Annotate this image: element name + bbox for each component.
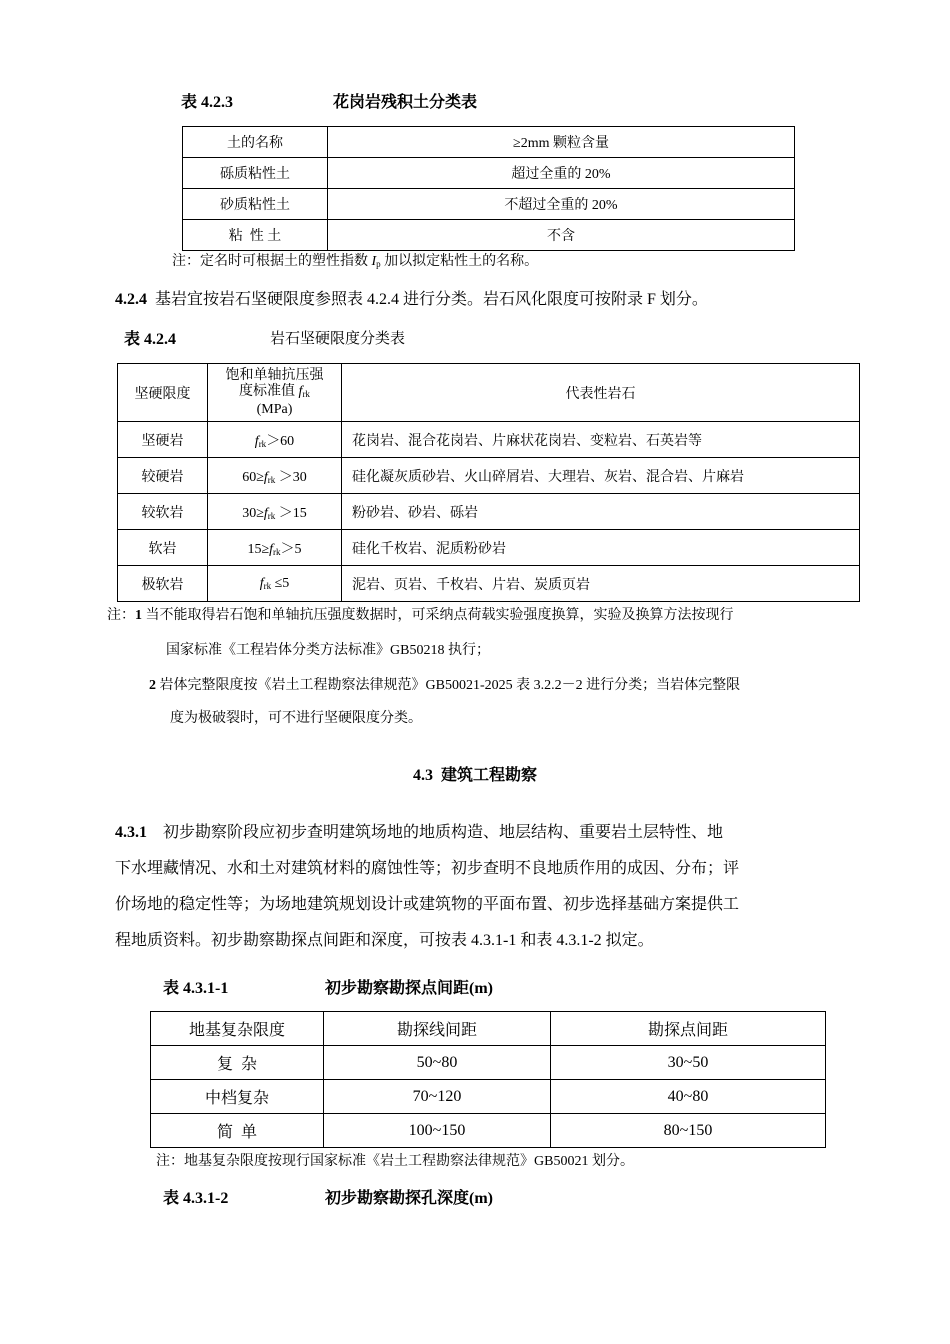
header-cell: 地基复杂限度 (151, 1012, 324, 1046)
header-cell: 代表性岩石 (342, 364, 860, 422)
table-cell: 复 杂 (151, 1046, 324, 1080)
paragraph-line: 下水埋藏情况、水和土对建筑材料的腐蚀性等；初步查明不良地质作用的成因、分布；评 (115, 860, 740, 877)
table-cell: 粉砂岩、砂岩、砾岩 (342, 494, 860, 530)
table-4-3-1-2-number: 表 4.3.1-2 (163, 1190, 229, 1207)
note-text: 当不能取得岩石饱和单轴抗压强度数据时，可采纳点荷载实验强度换算，实验及换算方法按现行 (142, 608, 734, 623)
table-4-2-3-number: 表 4.2.3 (181, 94, 234, 111)
table-cell: 硅化凝灰质砂岩、火山碎屑岩、大理岩、灰岩、混合岩、片麻岩 (342, 458, 860, 494)
table-cell: 泥岩、页岩、千枚岩、片岩、炭质页岩 (342, 566, 860, 602)
table-cell (208, 566, 342, 602)
table-row (151, 1080, 826, 1114)
table-cell (208, 422, 342, 458)
table-cell: 坚硬岩 (118, 422, 208, 458)
table-cell: 40~80 (551, 1080, 826, 1114)
symbol: f (263, 469, 268, 485)
subscript: rk (273, 546, 281, 557)
note-suffix: 加以拟定粘性土的名称。 (380, 254, 539, 269)
header-cell: ≥2mm 颗粒含量 (328, 127, 795, 158)
header-cell: 坚硬限度 (118, 364, 208, 422)
value-prefix: 30≥ (242, 505, 264, 521)
table-cell: 硅化千枚岩、泥质粉砂岩 (342, 530, 860, 566)
note-text: 岩体完整限度按《岩土工程勘察法律规范》GB50021-2025 表 3.2.2－2 进行分类；当岩体完整限 (156, 678, 741, 693)
value-suffix: ＞30 (275, 469, 307, 485)
table-cell: 较软岩 (118, 494, 208, 530)
table-header-row (151, 1012, 826, 1046)
table-cell: 极软岩 (118, 566, 208, 602)
table-cell (208, 530, 342, 566)
table-cell: 100~150 (324, 1114, 551, 1148)
table-cell: 不超过全重的 20% (328, 189, 795, 220)
subscript: rk (267, 510, 276, 521)
table-cell: 中档复杂 (151, 1080, 324, 1114)
note-number: 2 (149, 678, 156, 693)
header-cell (208, 364, 342, 422)
table-4-3-1-2-title: 初步勘察勘探孔深度(m) (325, 1190, 493, 1207)
header-cell: 勘探点间距 (551, 1012, 826, 1046)
table-cell: 简 单 (151, 1114, 324, 1148)
symbol: f (263, 505, 268, 521)
header-line: 饱和单轴抗压强 (225, 367, 324, 383)
value-prefix: 15≥ (247, 541, 270, 557)
table-row (118, 422, 860, 458)
section-heading: 4.3 建筑工程勘察 (412, 767, 537, 784)
clause-number: 4.2.4 (115, 291, 147, 308)
table-cell: 70~120 (324, 1080, 551, 1114)
value-prefix: 60≥ (242, 469, 264, 485)
table-4-2-4-note-1 (107, 604, 734, 624)
table-cell: 30~50 (551, 1046, 826, 1080)
table-cell: 80~150 (551, 1114, 826, 1148)
table-cell: 不含 (328, 220, 795, 251)
value-suffix: ＞15 (275, 505, 307, 521)
table-4-3-1-1 (150, 1011, 826, 1148)
note-subscript: p (376, 259, 381, 269)
clause-text: 基岩宜按岩石坚硬限度参照表 4.2.4 进行分类。岩石风化限度可按附录 F 划分。 (155, 291, 708, 308)
paragraph-text: 初步勘察阶段应初步查明建筑场地的地质构造、地层结构、重要岩土层特性、地 (163, 824, 724, 841)
table-row (183, 158, 795, 189)
header-cell: 土的名称 (183, 127, 328, 158)
subscript: rk (267, 474, 276, 485)
table-4-3-1-1-title: 初步勘察勘探点间距(m) (325, 980, 493, 997)
subscript: rk (302, 388, 310, 399)
value-suffix: ＞5 (280, 541, 302, 557)
table-4-2-3 (182, 126, 795, 251)
table-4-2-4 (117, 363, 860, 602)
table-4-2-4-note-2 (149, 674, 740, 694)
header-line: 度标准值 (239, 383, 299, 399)
table-4-3-1-1-note: 注：地基复杂限度按现行国家标准《岩土工程勘察法律规范》GB50021 划分。 (156, 1154, 634, 1169)
table-cell (208, 494, 342, 530)
table-cell: 砾质粘性土 (183, 158, 328, 189)
table-cell: 砂质粘性土 (183, 189, 328, 220)
table-row (183, 189, 795, 220)
note-prefix: 注：定名时可根据土的塑性指数 (172, 254, 372, 269)
table-4-2-4-note-2-cont: 度为极破裂时，可不进行坚硬限度分类。 (170, 711, 422, 726)
table-cell: 较硬岩 (118, 458, 208, 494)
table-4-2-4-note-1-cont: 国家标准《工程岩体分类方法标准》GB50218 执行； (166, 643, 490, 658)
table-row (118, 458, 860, 494)
table-row (118, 530, 860, 566)
table-header-row (183, 127, 795, 158)
symbol: f (254, 433, 259, 449)
table-header-row (118, 364, 860, 422)
symbol: f (269, 541, 274, 557)
note-symbol: I (371, 254, 377, 269)
table-row (118, 494, 860, 530)
table-cell: 超过全重的 20% (328, 158, 795, 189)
table-cell: 花岗岩、混合花岗岩、片麻状花岗岩、变粒岩、石英岩等 (342, 422, 860, 458)
symbol: f (298, 383, 303, 399)
symbol: f (259, 575, 264, 591)
table-cell: 软岩 (118, 530, 208, 566)
header-cell: 勘探线间距 (324, 1012, 551, 1046)
value-suffix: ＞60 (266, 433, 295, 449)
note-number: 1 (135, 608, 142, 623)
table-cell: 50~80 (324, 1046, 551, 1080)
paragraph-line: 价场地的稳定性等；为场地建筑规划设计或建筑物的平面布置、初步选择基础方案提供工 (115, 896, 740, 913)
note-label: 注： (107, 608, 135, 623)
header-unit: (MPa) (256, 401, 293, 417)
subscript: rk (263, 580, 272, 591)
paragraph-line (115, 815, 865, 851)
table-row (118, 566, 860, 602)
clause-number: 4.3.1 (115, 824, 147, 841)
table-4-2-3-note (172, 250, 538, 270)
table-4-2-4-number: 表 4.2.4 (124, 331, 177, 348)
table-cell: 粘 性 土 (183, 220, 328, 251)
table-4-2-3-title: 花岗岩残积土分类表 (333, 94, 478, 111)
table-4-3-1-1-number: 表 4.3.1-1 (163, 980, 229, 997)
value-suffix: ≤5 (271, 575, 290, 591)
clause-4-2-4 (115, 286, 708, 309)
table-4-2-4-title: 岩石坚硬限度分类表 (270, 331, 406, 347)
paragraph-line: 程地质资料。初步勘察勘探点间距和深度，可按表 4.3.1-1 和表 4.3.1-2 拟定。 (115, 932, 654, 949)
table-row (151, 1114, 826, 1148)
table-row (151, 1046, 826, 1080)
subscript: rk (258, 438, 267, 449)
table-row (183, 220, 795, 251)
clause-4-3-1 (115, 815, 865, 959)
table-cell (208, 458, 342, 494)
